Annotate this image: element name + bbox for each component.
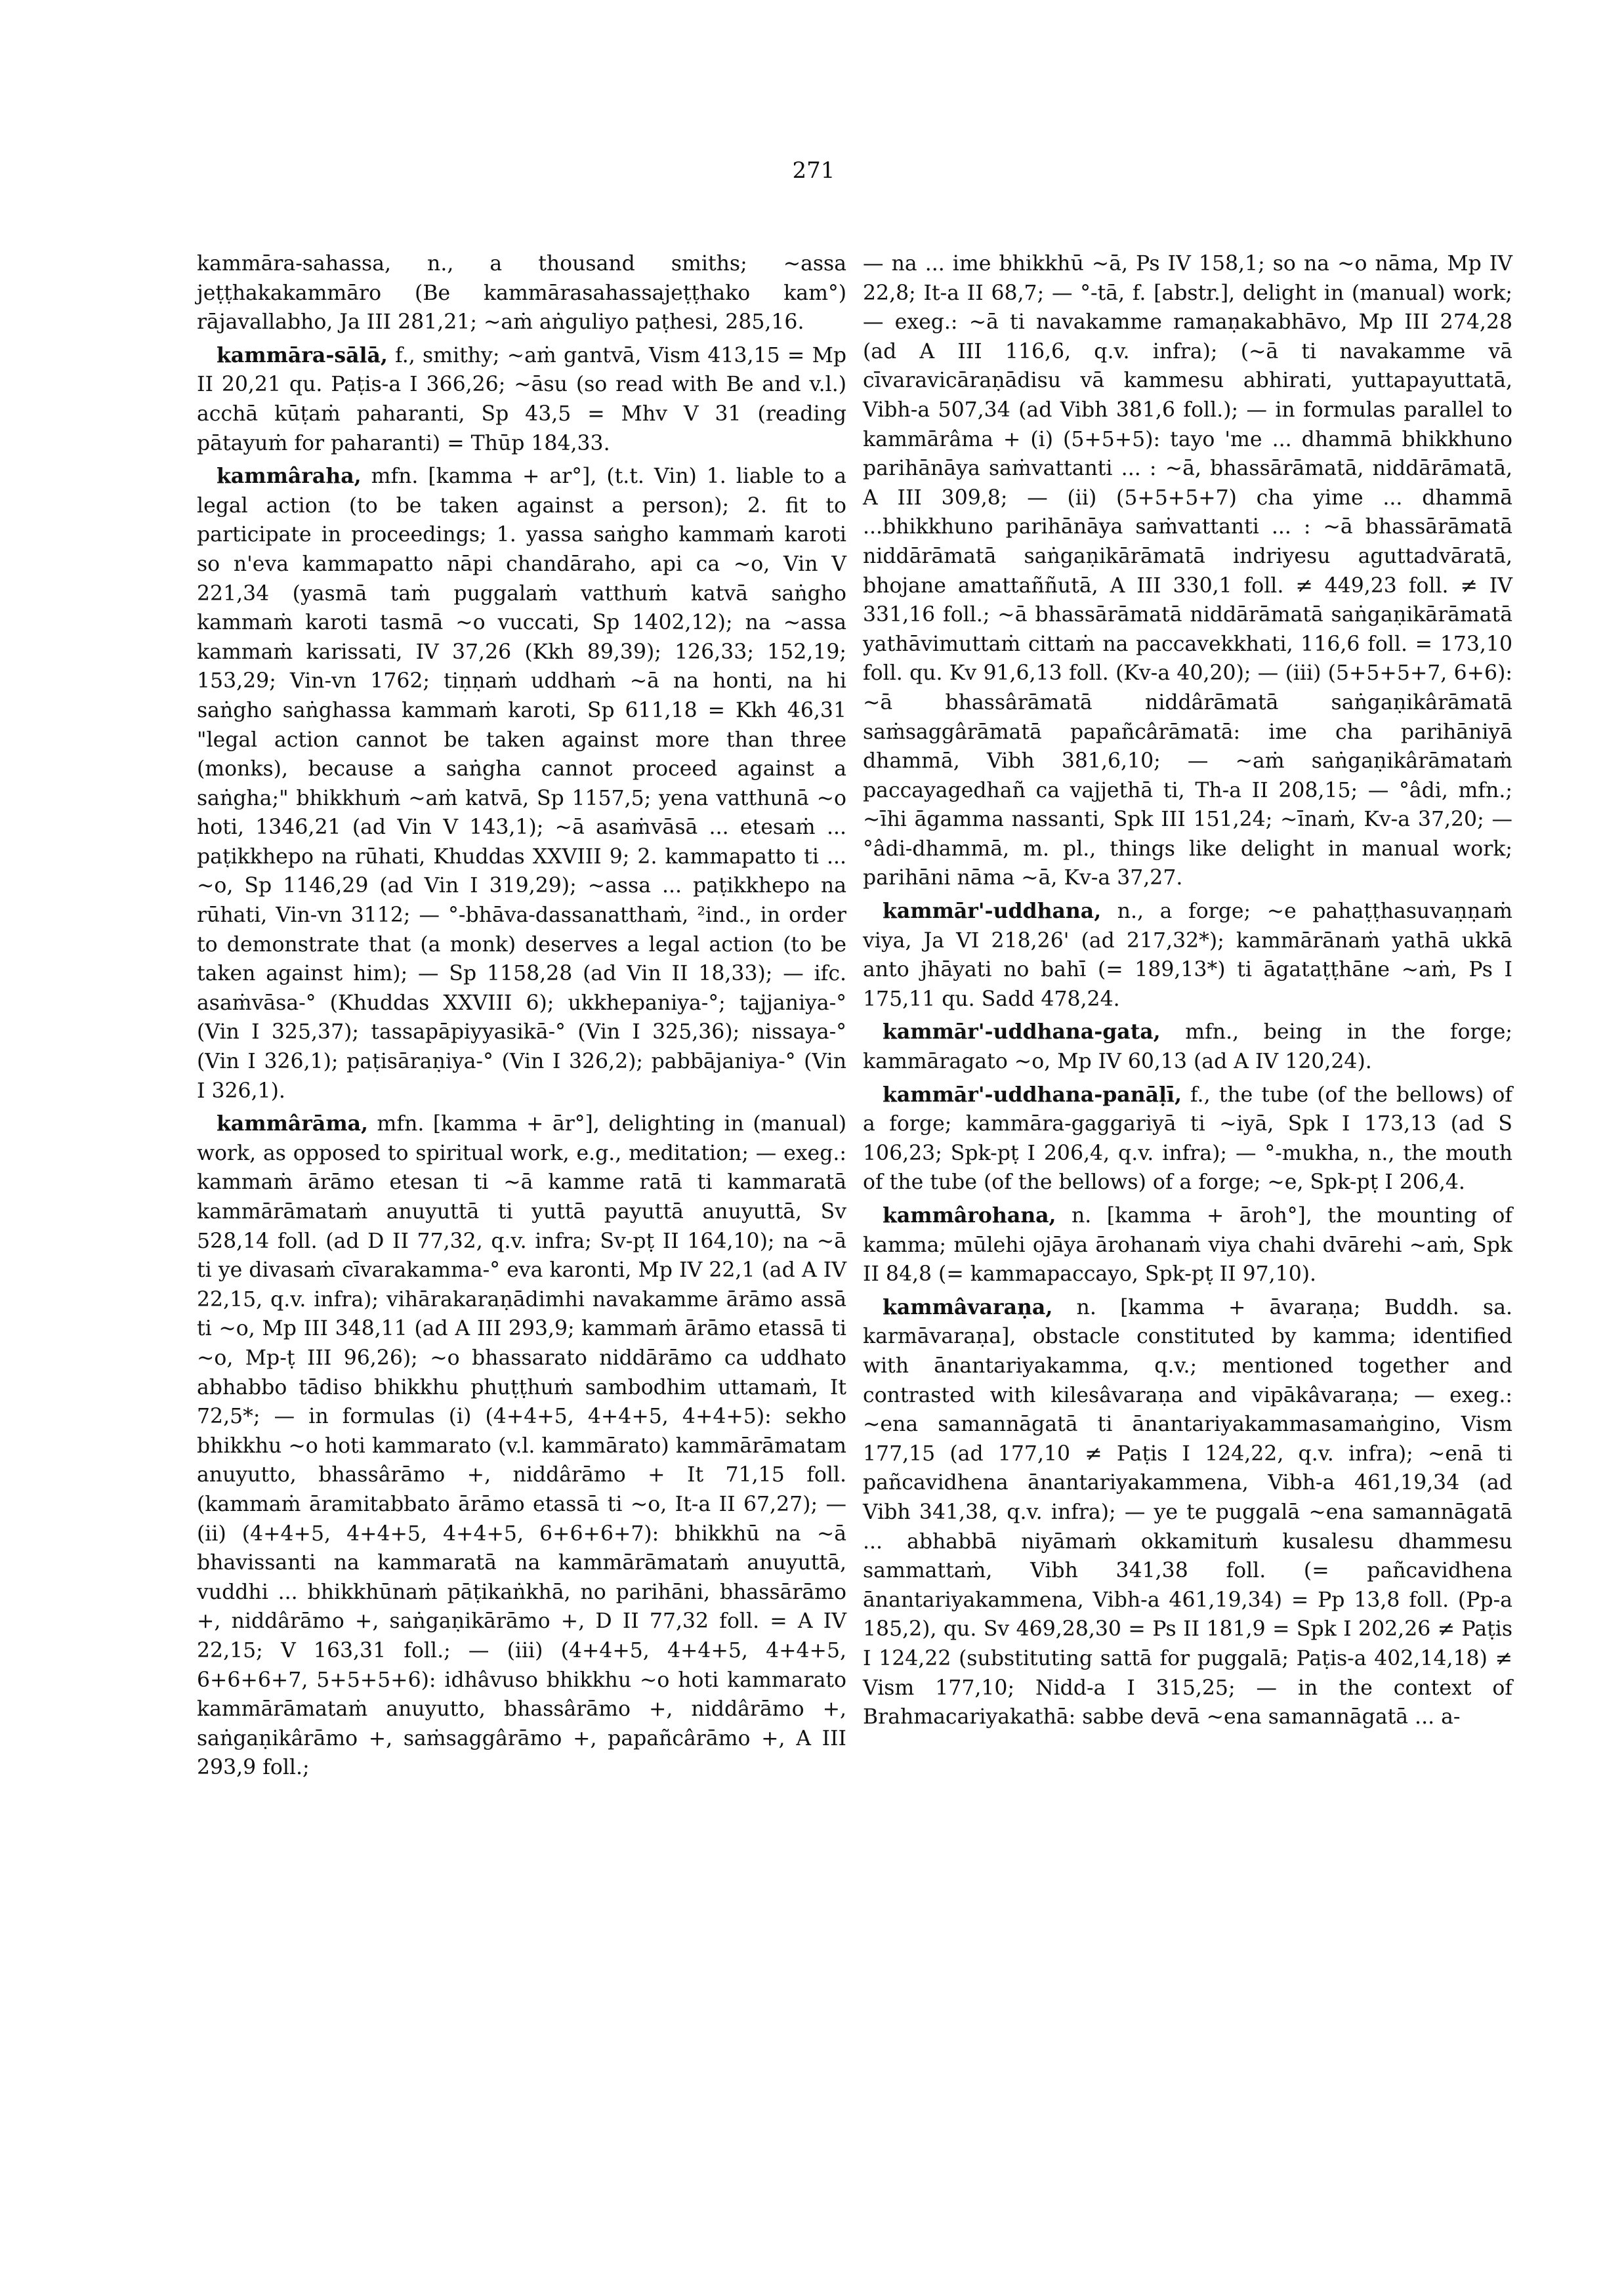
dictionary-entry <box>863 897 1512 1014</box>
right-column <box>863 249 1512 1736</box>
entry-headword: kammār'-uddhana-panāḷī, <box>883 1082 1182 1107</box>
entry-headword: kammâvaraṇa, <box>883 1294 1053 1319</box>
entry-text: kammāra-sahassa, n., a thousand smiths; ~assa jeṭṭhakakammāro (Be kammārasahassajeṭṭhako kam°) rājavallabho, Ja III 281,21; ~aṁ aṅguliyo paṭhesi, 285,16. <box>197 252 846 335</box>
left-column <box>197 249 846 1787</box>
entry-headword: kammârohana, <box>883 1203 1056 1228</box>
entry-text: — na ... ime bhikkhū ~ā, Ps IV 158,1; so na ~o nāma, Mp IV 22,8; It-a II 68,7; — °-tā, f. [abstr.], delight in (manual) work; — exeg.: ~ā ti navakamme ramaṇakabhāvo, Mp III 274,28 (ad A III 116,6, q.v. infra); (~ā ti navakamme vā cīvaravicāraṇādisu vā kammesu abhirati, yuttapayuttatā, Vibh-a 507,34 (ad Vibh 381,6 foll.); — in formulas parallel to kammārâma + (i) (5+5+5): tayo 'me ... dhammā bhikkhuno parihānāya saṁvattanti ... : ~ā, bhassārāmatā, niddārāmatā, A III 309,8; — (ii) (5+5+5+7) cha yime ... dhammā ...bhikkhuno parihānāya saṁvattanti ... : ~ā bhassārāmatā niddārāmatā saṅgaṇikārāmatā indriyesu aguttadvāratā, bhojane amattaññutā, A III 330,1 foll. ≠ 449,23 foll. ≠ IV 331,16 foll.; ~ā bhassārāmatā niddārāmatā saṅgaṇikārāmatā yathāvimuttaṁ cittaṁ na paccavekkhati, 116,6 foll. = 173,10 foll. qu. Kv 91,6,13 foll. (Kv-a 40,20); — (iii) (5+5+5+7, 6+6): ~ā bhassârāmatā niddârāmatā saṅgaṇikârāmatā saṁsaggârāmatā papañcârāmatā: ime cha parihāniyā dhammā, Vibh 381,6,10; — ~aṁ saṅgaṇikârāmataṁ paccayagedhañ ca vajjethā ti, Th-a II 208,15; — °âdi, mfn.; ~īhi āgamma nassanti, Spk III 151,24; ~īnaṁ, Kv-a 37,20; — °âdi-dhammā, m. pl., things like delight in manual work; parihāni nāma ~ā, Kv-a 37,27. <box>863 252 1512 890</box>
entry-text: n., a forge; ~e pahaṭṭhasuvaṇṇaṁ viya, Ja VI 218,26' (ad 217,32*); kammārānaṁ yathā ukkā anto jhāyati no bahī (= 189,13*) ti āgataṭṭhāne ~aṁ, Ps I 175,11 qu. Sadd 478,24. <box>863 899 1512 1011</box>
entry-headword: kammârāma, <box>217 1111 369 1136</box>
entry-headword: kammār'-uddhana-gata, <box>883 1020 1161 1044</box>
dictionary-entry <box>863 1081 1512 1197</box>
entry-text: n. [kamma + āvaraṇa; Buddh. sa. karmāvaraṇa], obstacle constituted by kamma; identified with ānantariyakamma, q.v.; mentioned together and contrasted with kilesâvaraṇa and vipākâvaraṇa; — exeg.: ~ena samannāgatā ti ānantariyakammasamaṅgino, Vism 177,15 (ad 177,10 ≠ Paṭis I 124,22, q.v. infra); ~enā ti pañcavidhena ānantariyakammena, Vibh-a 461,19,34 (ad Vibh 341,38, q.v. infra); — ye te puggalā ~ena samannāgatā ... abhabbā niyāmaṁ okkamituṁ kusalesu dhammesu sammattaṁ, Vibh 341,38 foll. (= pañcavidhena ānantariyakammena, Vibh-a 461,19,34) = Pp 13,8 foll. (Pp-a 185,2), qu. Sv 469,28,30 = Ps II 181,9 = Spk I 202,26 ≠ Paṭis I 124,22 (substituting sattā for puggalā; Paṭis-a 402,14,18) ≠ Vism 177,10; Nidd-a I 315,25; — in the context of Brahmacariyakathā: sabbe devā ~ena samannāgatā ... a- <box>863 1295 1512 1729</box>
entry-headword: kammâraha, <box>217 464 362 489</box>
entry-text: mfn. [kamma + ār°], delighting in (manual) work, as opposed to spiritual work, e.g., meditation; — exeg.: kammaṁ ārāmo etesan ti ~ā kamme ratā ti kammaratā kammārāmataṁ anuyuttā ti yuttā payuttā anuyuttā, Sv 528,14 foll. (ad D II 77,32, q.v. infra; Sv-pṭ II 164,10); na ~ā ti ye divasaṁ cīvarakamma-° eva karonti, Mp IV 22,1 (ad A IV 22,15, q.v. infra); vihārakaraṇādimhi navakamme ārāmo assā ti ~o, Mp III 348,11 (ad A III 293,9; kammaṁ ārāmo etassā ti ~o, Mp-ṭ III 96,26); ~o bhassarato niddārāmo ca uddhato abhabbo tādiso bhikkhu phuṭṭhuṁ sambodhim uttamaṁ, It 72,5*; — in formulas (i) (4+4+5, 4+4+5, 4+4+5): sekho bhikkhu ~o hoti kammarato (v.l. kammārato) kammārāmatam anuyutto, bhassârāmo +, niddârāmo + It 71,15 foll. (kammaṁ āramitabbato ārāmo etassā ti ~o, It-a II 67,27); — (ii) (4+4+5, 4+4+5, 4+4+5, 6+6+6+7): bhikkhū na ~ā bhavissanti na kammaratā na kammārāmataṁ anuyuttā, vuddhi ... bhikkhūnaṁ pāṭikaṅkhā, no parihāni, bhassārāmo +, niddârāmo +, saṅgaṇikārāmo +, D II 77,32 foll. = A IV 22,15; V 163,31 foll.; — (iii) (4+4+5, 4+4+5, 4+4+5, 6+6+6+7, 5+5+5+6): idhâvuso bhikkhu ~o hoti kammarato kammārāmataṁ anuyutto, bhassârāmo +, niddârāmo +, saṅgaṇikârāmo +, saṁsaggârāmo +, papañcârāmo +, A III 293,9 foll.; <box>197 1112 846 1780</box>
entry-text: mfn. [kamma + ar°], (t.t. Vin) 1. liable to a legal action (to be taken against a person); 2. fit to participate in proceedings; 1. yassa saṅgho kammaṁ karoti so n'eva kammapatto nāpi chandāraho, api ca ~o, Vin V 221,34 (yasmā taṁ puggalaṁ vatthuṁ katvā saṅgho kammaṁ karoti tasmā ~o vuccati, Sp 1402,12); na ~assa kammaṁ karissati, IV 37,26 (Kkh 89,39); 126,33; 152,19; 153,29; Vin-vn 1762; tiṇṇaṁ uddhaṁ ~ā na honti, na hi saṅgho saṅghassa kammaṁ karoti, Sp 611,18 = Kkh 46,31 "legal action cannot be taken against more than three (monks), because a saṅgha cannot proceed against a saṅgha;" bhikkhuṁ ~aṁ katvā, Sp 1157,5; yena vatthunā ~o hoti, 1346,21 (ad Vin V 143,1); ~ā asaṁvāsā ... etesaṁ ... paṭikkhepo na rūhati, Khuddas XXVIII 9; 2. kammapatto ti ... ~o, Sp 1146,29 (ad Vin I 319,29); ~assa ... paṭikkhepo na rūhati, Vin-vn 3112; — °-bhāva-dassanatthaṁ, ²ind., in order to demonstrate that (a monk) deserves a legal action (to be taken against him); — Sp 1158,28 (ad Vin II 18,33); — ifc. asaṁvāsa-° (Khuddas XXVIII 6); ukkhepaniya-°; tajjaniya-° (Vin I 325,37); tassapāpiyyasikā-° (Vin I 325,36); nissaya-° (Vin I 326,1); paṭisāraṇiya-° (Vin I 326,2); pabbājaniya-° (Vin I 326,1). <box>197 465 846 1103</box>
dictionary-entry <box>197 462 846 1106</box>
dictionary-entry <box>197 341 846 458</box>
dictionary-entry <box>863 1018 1512 1076</box>
entry-headword: kammār'-uddhana, <box>883 899 1102 924</box>
page-number: 271 <box>792 157 835 184</box>
entry-text: mfn., being in the forge; kammāragato ~o, Mp IV 60,13 (ad A IV 120,24). <box>863 1020 1512 1074</box>
dictionary-entry <box>863 249 1512 893</box>
entry-headword: kammāra-sālā, <box>217 342 388 367</box>
dictionary-entry <box>197 249 846 337</box>
entry-text: n. [kamma + āroh°], the mounting of kamma; mūlehi ojāya ārohanaṁ viya chahi dvārehi ~aṁ, Spk II 84,8 (= kammapaccayo, Spk-pṭ II 97,10). <box>863 1204 1512 1287</box>
dictionary-entry <box>863 1293 1512 1732</box>
entry-text: f., the tube (of the bellows) of a forge; kammāra-gaggariyā ti ~iyā, Spk I 173,13 (ad S 106,23; Spk-pṭ I 206,4, q.v. infra); — °-mukha, n., the mouth of the tube (of the bellows) of a forge; ~e, Spk-pṭ I 206,4. <box>863 1083 1512 1195</box>
entry-text: f., smithy; ~aṁ gantvā, Vism 413,15 = Mp II 20,21 qu. Paṭis-a I 366,26; ~āsu (so read with Be and v.l.) acchā kūṭaṁ paharanti, Sp 43,5 = Mhv V 31 (reading pātayuṁ for paharanti) = Thūp 184,33. <box>197 343 846 455</box>
dictionary-entry <box>863 1201 1512 1289</box>
dictionary-entry <box>197 1109 846 1783</box>
